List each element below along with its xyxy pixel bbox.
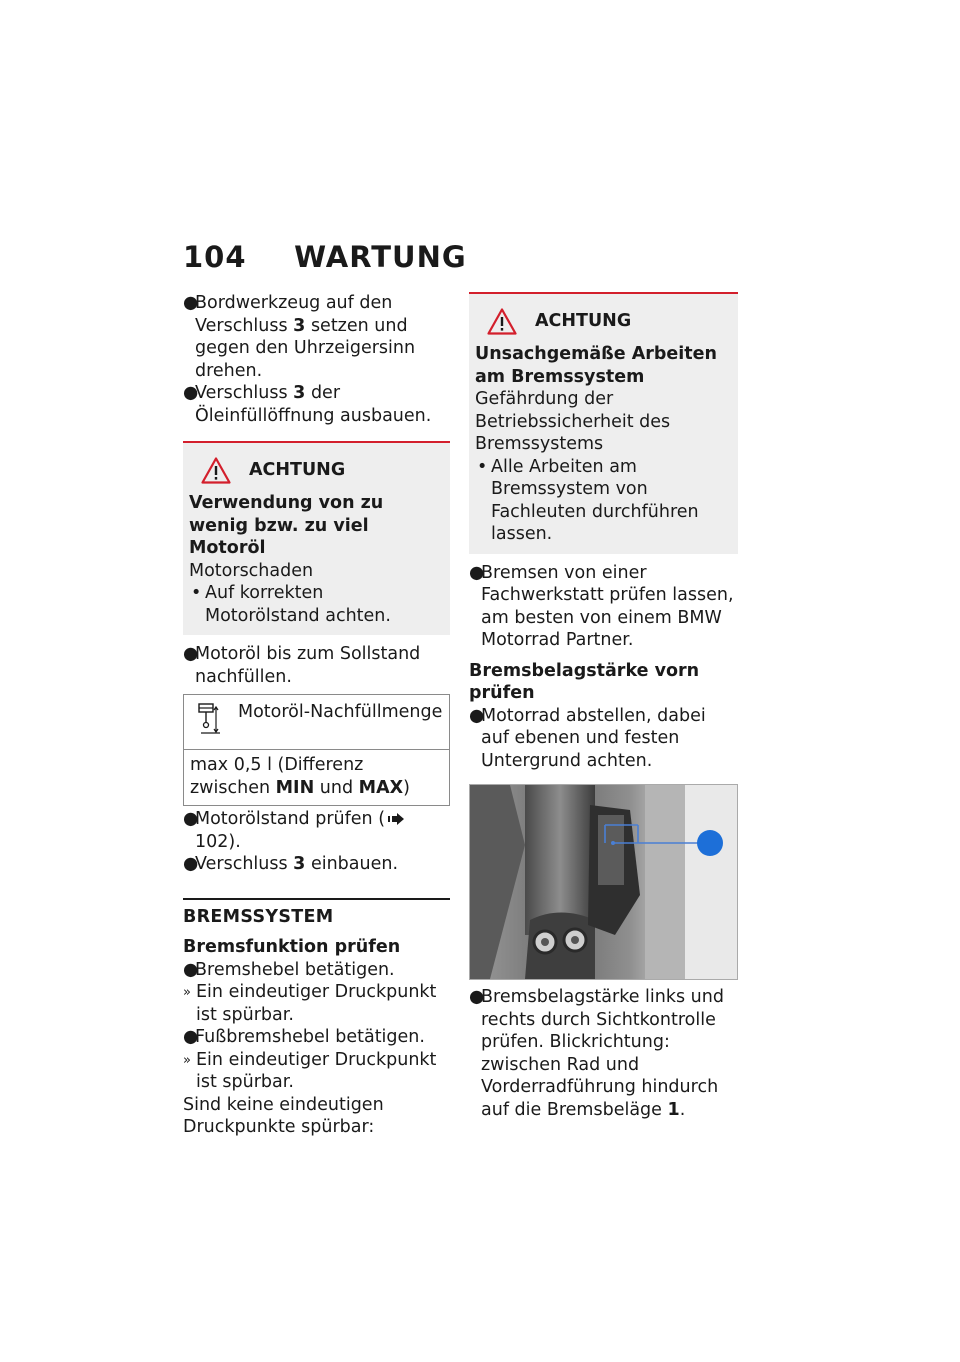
warning-consequence: Gefährdung der Betriebssicherheit des Bremssystems bbox=[475, 389, 671, 454]
note-text: Sind keine eindeutigen Druckpunkte spürbar: bbox=[183, 1094, 384, 1137]
list-item: ● Verschluss 3 einbauen. bbox=[183, 854, 399, 874]
result-item: » Ein eindeutiger Druckpunkt ist spürbar. bbox=[183, 1049, 437, 1092]
page-title: WARTUNG bbox=[294, 240, 467, 274]
bullet-icon: ● bbox=[469, 987, 485, 1007]
bullet-icon: ● bbox=[183, 1027, 199, 1047]
dot-icon: • bbox=[477, 456, 488, 477]
list-item: ● Verschluss 3 der Öleinfüllöffnung ausbauen. bbox=[183, 383, 432, 426]
bullet-icon: ● bbox=[183, 644, 199, 664]
right-column bbox=[469, 292, 738, 1121]
bullet-icon: ● bbox=[183, 854, 199, 874]
warning-action: • Alle Arbeiten am Bremssystem von Fachleuten durchführen lassen. bbox=[477, 456, 699, 544]
list-item: ● Motorrad abstellen, dabei auf ebenen und festen Untergrund achten. bbox=[469, 705, 706, 771]
warning-header bbox=[201, 457, 442, 484]
list-item: ● Bremshebel betätigen. bbox=[183, 959, 395, 980]
warning-box bbox=[469, 292, 738, 554]
warning-title: Unsachgemäße Arbeiten am Bremssystem bbox=[475, 344, 717, 387]
warning-label: ACHTUNG bbox=[535, 311, 632, 332]
list-item: ● Bremsen von einer Fachwerkstatt prüfen lassen, am besten von einem BMW Motorrad Partner. bbox=[469, 562, 734, 650]
bullet-icon: ● bbox=[183, 383, 199, 403]
subsection-title: Bremsbelagstärke vorn prüfen bbox=[469, 660, 700, 703]
warning-triangle-icon bbox=[201, 457, 231, 484]
list-item: ● Fußbremshebel betätigen. bbox=[183, 1027, 425, 1047]
warning-consequence: Motorschaden bbox=[189, 560, 314, 581]
warning-header bbox=[487, 308, 730, 335]
dot-icon: • bbox=[191, 583, 202, 603]
warning-action: • Auf korrekten Motorölstand achten. bbox=[191, 583, 391, 626]
photo-callout-label: 1 bbox=[710, 768, 722, 787]
spec-header bbox=[184, 695, 449, 750]
bullet-icon: ● bbox=[183, 959, 199, 980]
section-divider bbox=[183, 898, 450, 959]
result-icon: » bbox=[183, 985, 191, 1000]
page-header bbox=[183, 240, 467, 274]
bullet-icon: ● bbox=[469, 705, 485, 726]
spec-value: max 0,5 l (Differenz zwischen MIN und MAX) bbox=[190, 755, 410, 798]
spec-box bbox=[183, 694, 450, 806]
left-column bbox=[183, 292, 450, 1139]
bullet-icon: ● bbox=[183, 293, 199, 313]
list-item: ● Motorölstand prüfen ( 102). bbox=[183, 808, 450, 853]
subsection-title: Bremsfunktion prüfen bbox=[183, 937, 401, 957]
brake-caliper-photo bbox=[469, 784, 738, 980]
bullet-icon: ● bbox=[469, 562, 485, 583]
result-item: » Ein eindeutiger Druckpunkt ist spürbar. bbox=[183, 982, 437, 1025]
warning-triangle-icon bbox=[487, 308, 517, 335]
page-number: 104 bbox=[183, 240, 247, 274]
list-item: ● Bordwerkzeug auf den Verschluss 3 setzen und gegen den Uhrzeigersinn drehen. bbox=[183, 293, 416, 381]
bullet-icon: ● bbox=[183, 809, 199, 829]
spec-label: Motoröl-Nachfüllmenge bbox=[238, 702, 443, 722]
warning-label: ACHTUNG bbox=[249, 460, 346, 481]
list-item: ● Motoröl bis zum Sollstand nachfüllen. bbox=[183, 644, 421, 687]
warning-box bbox=[183, 441, 450, 635]
list-item: ● Bremsbelagstärke links und rechts durch Sichtkontrolle prüfen. Blickrichtung: zwischen Rad und Vorderradführung hindurch auf die Bremsbeläge 1. bbox=[469, 987, 724, 1120]
warning-title: Verwendung von zu wenig bzw. zu viel Motoröl bbox=[189, 493, 384, 558]
page-reference-arrow-icon bbox=[385, 813, 405, 825]
result-icon: » bbox=[183, 1052, 191, 1068]
oil-level-icon bbox=[196, 701, 222, 735]
section-title: BREMSSYSTEM bbox=[183, 906, 334, 927]
